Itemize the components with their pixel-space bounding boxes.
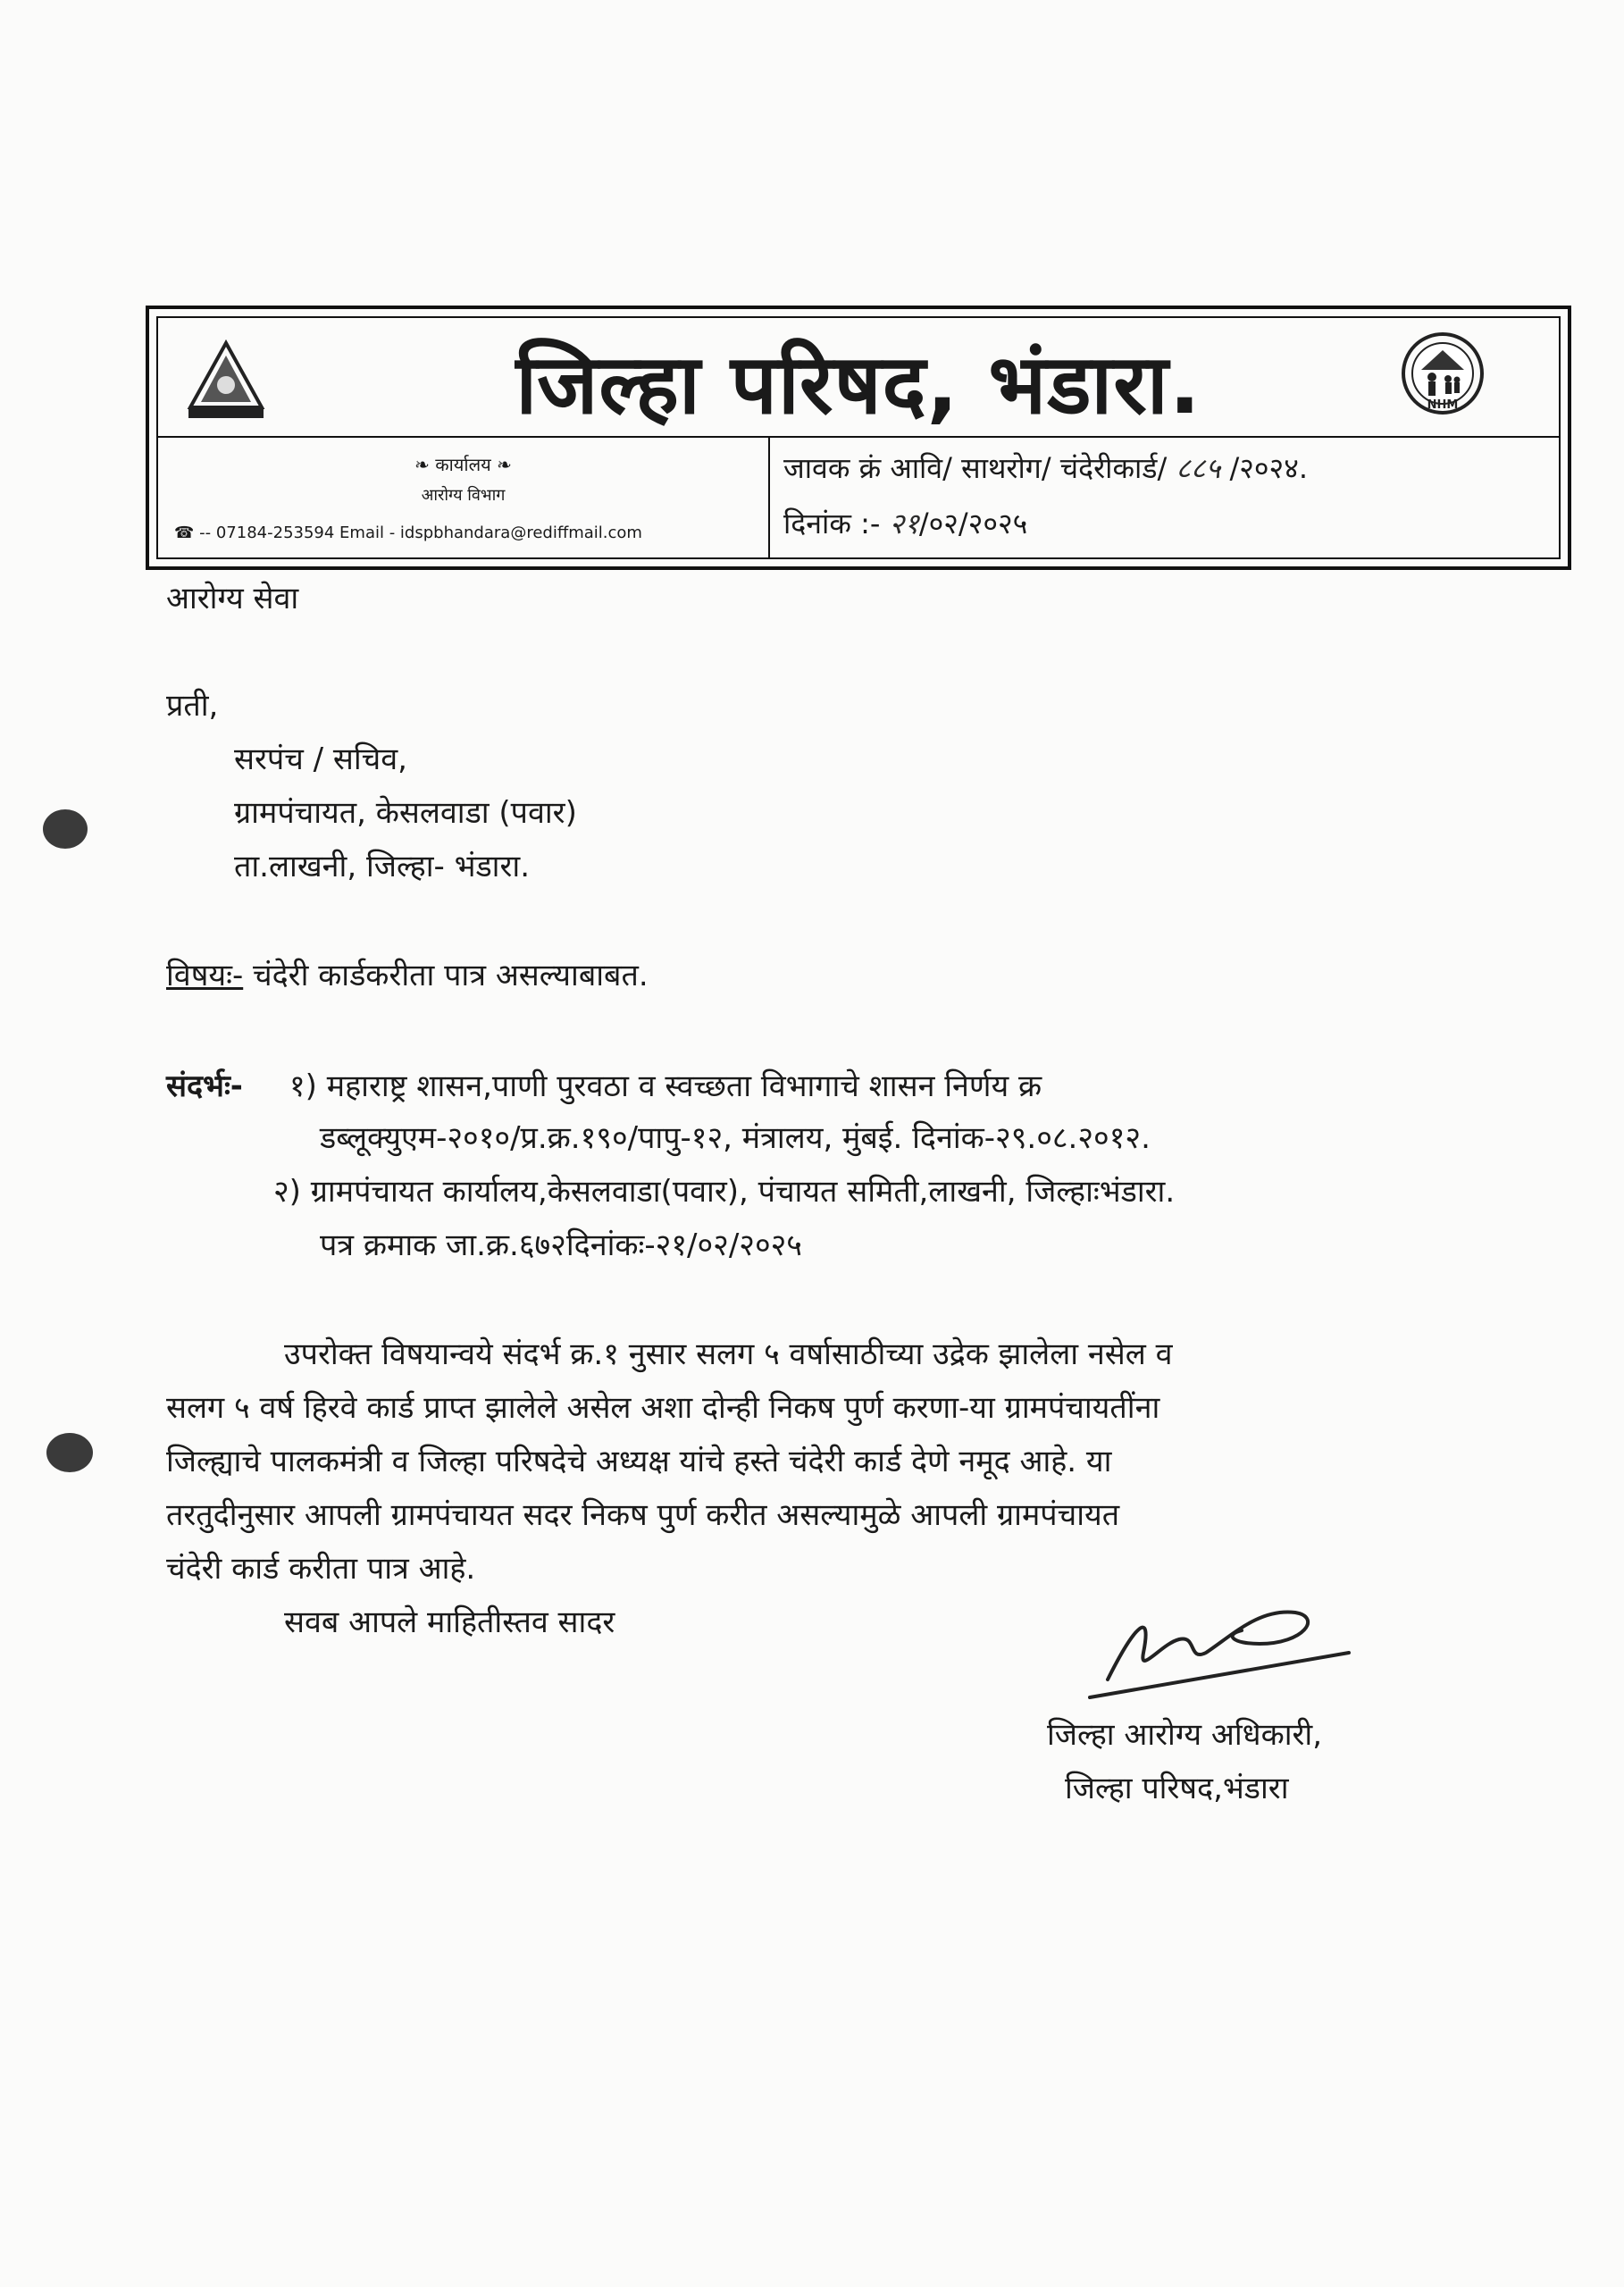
subject-line <box>166 958 649 994</box>
body-line-2: सलग ५ वर्ष हिरवे कार्ड प्राप्त झालेले असेल अशा दोन्ही निकष पुर्ण करणा-या ग्रामपंचायतींना <box>166 1390 1160 1426</box>
letterhead-horizontal-divider <box>158 436 1559 438</box>
reference-1-line-2: डब्लूक्युएम-२०१०/प्र.क्र.१९०/पापु-१२, मंत्रालय, मुंबई. दिनांक-२९.०८.२०१२. <box>320 1120 1151 1156</box>
office-ornament-right-icon: ❧ <box>490 454 512 475</box>
addressee-line-3: ता.लाखनी, जिल्हा- भंडारा. <box>234 849 530 884</box>
organization-title: जिल्हा परिषद, भंडारा. <box>515 337 1201 432</box>
signatory-office: जिल्हा परिषद,भंडारा <box>1065 1771 1289 1806</box>
letterhead <box>146 306 1571 570</box>
nhm-logo-icon <box>1389 331 1496 431</box>
signature-scribble <box>1081 1590 1376 1715</box>
letterhead-vertical-divider <box>768 438 770 557</box>
section-heading: आरोग्य सेवा <box>166 581 299 616</box>
office-name: ❧ कार्यालय ❧ <box>414 454 512 475</box>
addressee-line-1: सरपंच / सचिव, <box>234 741 407 777</box>
outward-reference-number: जावक क्रं आवि/ साथरोग/ चंदेरीकार्ड/ ८८५ /२०२४. <box>783 451 1309 485</box>
punch-hole-top <box>43 809 88 849</box>
reference-2-line-2: पत्र क्रमाक जा.क्र.६७२दिनांकः-२१/०२/२०२५ <box>320 1227 802 1263</box>
letterhead-inner-frame <box>156 316 1561 559</box>
department-name: आरोग्य विभाग <box>421 486 506 505</box>
signatory-designation: जिल्हा आरोग्य अधिकारी, <box>1047 1717 1323 1753</box>
subject-label: विषयः- <box>166 958 244 993</box>
salutation: प्रती, <box>166 688 219 724</box>
body-line-1: उपरोक्त विषयान्वये संदर्भ क्र.१ नुसार सलग ५ वर्षासाठीच्या उद्रेक झालेला नसेल व <box>284 1336 1173 1372</box>
nhm-logo-label: NHM <box>1427 398 1459 412</box>
body-line-4: तरतुदीनुसार आपली ग्रामपंचायत सदर निकष पुर्ण करीत असल्यामुळे आपली ग्रामपंचायत <box>166 1497 1120 1533</box>
zilla-parishad-emblem-icon <box>181 336 271 425</box>
reference-1-line-1: १) महाराष्ट्र शासन,पाणी पुरवठा व स्वच्छता विभागाचे शासन निर्णय क्र <box>289 1068 1042 1104</box>
handwritten-date-day: २१ <box>889 507 919 540</box>
addressee-line-2: ग्रामपंचायत, केसलवाडा (पवार) <box>234 795 577 831</box>
contact-info: ☎ -- 07184-253594 Email - idspbhandara@rediffmail.com <box>174 524 642 542</box>
closing-line: सवब आपले माहितीस्तव सादर <box>284 1604 615 1640</box>
handwritten-ref-number: ८८५ <box>1176 451 1221 485</box>
reference-label: संदर्भः- <box>166 1068 243 1104</box>
reference-2-line-1: २) ग्रामपंचायत कार्यालय,केसलवाडा(पवार), पंचायत समिती,लाखनी, जिल्हाःभंडारा. <box>273 1174 1176 1210</box>
body-line-5: चंदेरी कार्ड करीता पात्र आहे. <box>166 1551 476 1587</box>
office-ornament-left-icon: ❧ <box>414 454 436 475</box>
letter-date: दिनांक :- २१/०२/२०२५ <box>783 507 1028 540</box>
subject-text: चंदेरी कार्डकरीता पात्र असल्याबाबत. <box>253 958 649 993</box>
body-line-3: जिल्ह्याचे पालकमंत्री व जिल्हा परिषदेचे अध्यक्ष यांचे हस्ते चंदेरी कार्ड देणे नमूद आहे. या <box>166 1444 1112 1479</box>
punch-hole-bottom <box>46 1433 93 1472</box>
